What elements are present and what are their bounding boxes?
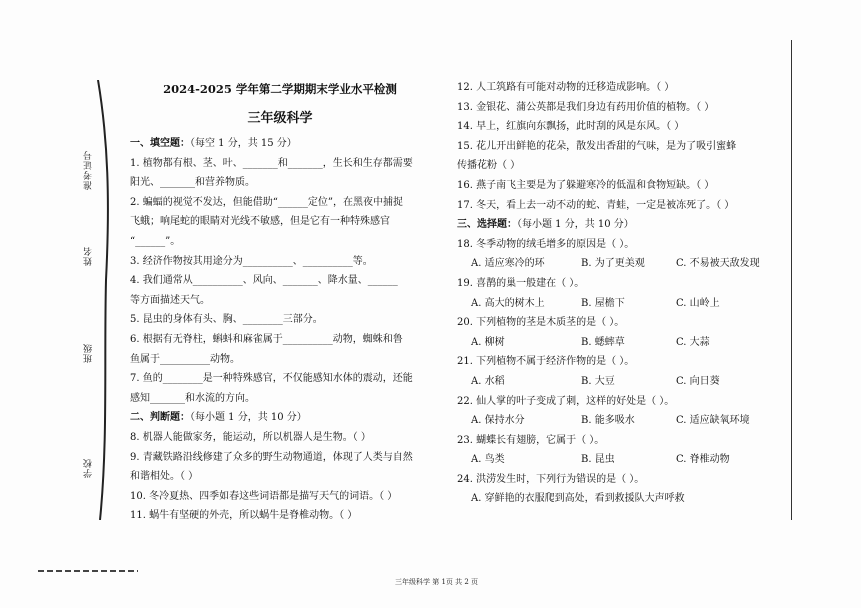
left-question-list [130,134,430,526]
answer-option: C. 适应缺氧环境 [676,415,750,427]
question-text: “______”。 [130,235,181,247]
question-text: 11. 蜗牛有坚硬的外壳，所以蜗牛是脊椎动物。（ ） [130,510,358,522]
question-line [130,310,430,330]
question-line [457,274,787,294]
answer-option: C. 脊椎动物 [676,454,730,466]
question-line [130,467,430,487]
question-line [130,291,430,311]
section-heading [130,134,430,154]
question-text: 阳光、_______和营养物质。 [130,177,255,189]
answer-option: B. 昆虫 [581,454,615,466]
answer-option: A. 保持水分 [471,415,525,427]
section-title: 三、选择题： [457,219,517,231]
question-text: 鱼属于__________动物。 [130,353,240,365]
question-text: 15. 花儿开出鲜艳的花朵，散发出香甜的气味，是为了吸引蜜蜂 [457,140,737,152]
section-note: （每小题 1 分，共 10 分） [517,219,634,231]
question-line [130,232,430,252]
section-heading [130,408,430,428]
answer-options [457,254,787,274]
question-line [130,193,430,213]
question-text: 13. 金银花、蒲公英都是我们身边有药用价值的植物。（ ） [457,101,715,113]
answer-option: A. 适应寒冷的环 [471,258,545,270]
question-line [457,196,787,216]
question-line [457,117,787,137]
question-line [130,252,430,272]
answer-option: C. 不易被天敌发现 [676,258,760,270]
question-text: 20. 下列植物的茎是木质茎的是（ ）。 [457,317,625,329]
question-text: 12. 人工筑路有可能对动物的迁移造成影响。（ ） [457,82,675,93]
question-text: 17. 冬天，看上去一动不动的蛇、青蛙，一定是被冻死了。（ ） [457,199,735,211]
bottom-dash-rule [38,570,138,572]
answer-option: A. 鸟类 [471,454,505,466]
question-text: 5. 昆虫的身体有头、胸、________三部分。 [130,314,323,326]
question-text: 6. 根据有无脊柱，蝌蚪和麻雀属于__________动物，蜘蛛和鲁 [130,333,403,345]
question-text: 1. 植物都有根、茎、叶、_______和_______，生长和生存都需要 [130,157,413,169]
question-line [457,431,787,451]
right-border-rule [791,40,792,520]
question-text: 23. 蝴蝶长有翅膀，它属于（ ）。 [457,434,605,446]
question-line [457,98,787,118]
answer-option: B. 屋檐下 [581,297,625,309]
exam-title: 2024-2025 学年第二学期期末学业水平检测 [163,82,397,96]
question-text: 和谐相处。（ ） [130,471,199,483]
question-line [130,271,430,291]
answer-option: A. 水稻 [471,375,505,387]
question-text: 等方面描述天气。 [130,294,210,306]
margin-label-school: 学校 [84,458,94,478]
question-line [130,154,430,174]
question-line [457,235,787,255]
question-text: 14. 早上，红旗向东飘扬，此时刮的风是东风。（ ） [457,121,685,133]
answer-options [457,372,787,392]
answer-option: C. 向日葵 [676,375,720,387]
exam-subtitle: 三年级科学 [247,111,313,126]
section-note: （每空 1 分，共 15 分） [190,138,297,149]
question-line [457,352,787,372]
question-line [457,313,787,333]
question-text: 8. 机器人能做家务，能运动，所以机器人是生物。（ ） [130,431,371,443]
question-line [130,506,430,526]
answer-option: C. 山岭上 [676,297,720,309]
question-line [457,156,787,176]
answer-option: B. 为了更美观 [581,258,645,270]
section-title: 二、判断题： [130,412,190,424]
section-title: 一、填空题： [130,138,190,149]
right-column [457,78,787,509]
question-text: 16. 燕子南飞主要是为了躲避寒冷的低温和食物短缺。（ ） [457,179,715,191]
right-question-list [457,78,787,509]
question-line [130,487,430,507]
question-text: 10. 冬冷夏热、四季如春这些词语都是描写天气的词语。（ ） [130,490,398,502]
question-text: 9. 青藏铁路沿线修建了众多的野生动物通道，体现了人类与自然 [130,451,413,463]
question-text: 飞蛾；响尾蛇的眼睛对光线不敏感，但是它有一种特殊感官 [130,216,390,228]
answer-option: B. 大豆 [581,375,615,387]
question-text: 24. 洪涝发生时，下列行为错误的是（ ）。 [457,473,645,485]
question-text: 3. 经济作物按其用途分为__________、__________等。 [130,255,373,267]
answer-option: A. 高大的树木上 [471,297,545,309]
question-line [130,350,430,370]
section-note: （每小题 1 分，共 10 分） [190,412,307,424]
question-text: 2. 蝙蝠的视觉不发达，但能借助“______定位”，在黑夜中捕捉 [130,196,403,208]
question-line [130,173,430,193]
question-line [457,137,787,157]
binding-line [96,80,114,520]
answer-option: C. 大蒜 [676,336,710,348]
question-line [457,470,787,490]
answer-options [457,450,787,470]
question-line [130,369,430,389]
question-text: 21. 下列植物不属于经济作物的是（ ）。 [457,356,635,368]
margin-label-exam-no: 准考证号 [84,150,94,190]
question-text: 19. 喜鹊的巢一般建在（ ）。 [457,277,585,289]
answer-options [457,333,787,353]
question-line [457,176,787,196]
question-text: 感知_______和水流的方向。 [130,392,255,404]
question-line [130,389,430,409]
question-line [457,489,787,509]
question-text: 22. 仙人掌的叶子变成了刺，这样的好处是（ ）。 [457,395,675,407]
left-column [130,78,430,526]
answer-option: B. 蟋蟀草 [581,336,625,348]
answer-option: A. 柳树 [471,336,505,348]
question-text: 传播花粉（ ） [457,160,521,172]
answer-options [457,294,787,314]
page-footer: 三年级科学 第 1页 共 2 页 [395,578,479,586]
margin-label-class: 班级 [84,343,94,363]
question-line [130,428,430,448]
margin-label-name: 姓名 [84,246,94,266]
question-line [130,448,430,468]
answer-option: B. 能多吸水 [581,415,635,427]
answer-options [457,411,787,431]
question-line [457,78,787,98]
question-line [130,212,430,232]
question-text: 4. 我们通常从__________、风向、_______、降水量、______ [130,275,398,287]
section-heading [457,215,787,235]
question-text: 18. 冬季动物的绒毛增多的原因是（ ）。 [457,238,635,250]
question-line [457,392,787,412]
question-text: A. 穿鲜艳的衣服爬到高处，看到救援队大声呼救 [471,493,685,505]
question-line [130,330,430,350]
question-text: 7. 鱼的________是一种特殊感官，不仅能感知水体的震动，还能 [130,373,413,385]
